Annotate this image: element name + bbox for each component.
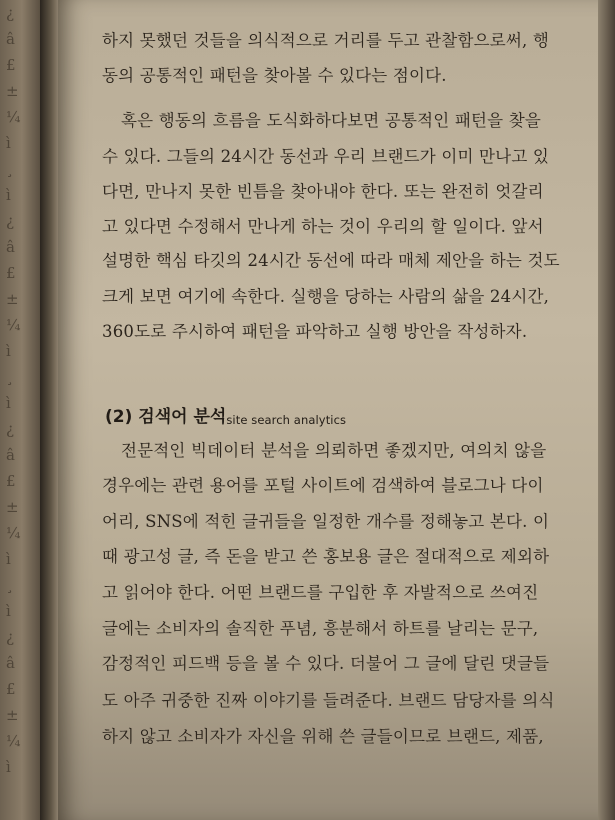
- text-line: 고 읽어야 한다. 어떤 브랜드를 구입한 후 자발적으로 쓰여진: [102, 583, 539, 602]
- left-page-edge: [0, 0, 40, 820]
- text-line: 고 있다면 수정해서 만나게 하는 것이 우리의 할 일이다. 앞서: [102, 217, 544, 236]
- text-line: 하지 않고 소비자가 자신을 위해 쓴 글들이므로 브랜드, 제품,: [102, 727, 544, 746]
- right-page-edge: [598, 0, 615, 820]
- text-line: 동의 공통적인 패턴을 찾아볼 수 있다는 점이다.: [102, 66, 447, 85]
- text-line: 수 있다. 그들의 24시간 동선과 우리 브랜드가 이미 만나고 있: [102, 147, 550, 166]
- text-line: 다면, 만나지 못한 빈틈을 찾아내야 한다. 또는 완전히 엇갈리: [102, 182, 544, 201]
- text-line: 하지 못했던 것들을 의식적으로 거리를 두고 관찰함으로써, 행: [102, 31, 550, 50]
- text-line: 도 아주 귀중한 진짜 이야기를 들려준다. 브랜드 담당자를 의식: [102, 691, 555, 710]
- text-line: 글에는 소비자의 솔직한 푸념, 흥분해서 하트를 날리는 문구,: [102, 619, 539, 638]
- section-subtitle: site search analytics: [226, 413, 347, 427]
- book-page: [58, 0, 598, 820]
- text-line: 감정적인 피드백 등을 볼 수 있다. 더불어 그 글에 달린 댓글들: [102, 654, 550, 673]
- text-line: 경우에는 관련 용어를 포털 사이트에 검색하여 블로그나 다이: [102, 476, 544, 495]
- text-line: 전문적인 빅데이터 분석을 의뢰하면 좋겠지만, 여의치 않을: [121, 441, 547, 460]
- text-line: 어리, SNS에 적힌 글귀들을 일정한 개수를 정해놓고 본다. 이: [102, 512, 550, 531]
- text-line: 때 광고성 글, 즉 돈을 받고 쓴 홍보용 글은 절대적으로 제외하: [102, 547, 550, 566]
- text-line: 혹은 행동의 흐름을 도식화하다보면 공통적인 패턴을 찾을: [121, 111, 542, 130]
- section-heading: [105, 402, 346, 427]
- book-gutter: [40, 0, 58, 820]
- text-line: 크게 보면 여기에 속한다. 실행을 당하는 사람의 삶을 24시간,: [102, 287, 550, 306]
- text-line: 360도로 주시하여 패턴을 파악하고 실행 방안을 작성하자.: [102, 322, 528, 341]
- text-line: 설명한 핵심 타깃의 24시간 동선에 따라 매체 제안을 하는 것도: [102, 251, 560, 270]
- section-title: 검색어 분석: [138, 407, 227, 427]
- section-number: (2): [105, 407, 133, 427]
- left-page-text-fragments: ¿ â £ ± ¼ ì ¸ ì ¿ â £ ± ¼ ì ¸ ì ¿ â £ ± ¼ ì ¸ ì ¿ â £ ± ¼ ì: [6, 4, 21, 776]
